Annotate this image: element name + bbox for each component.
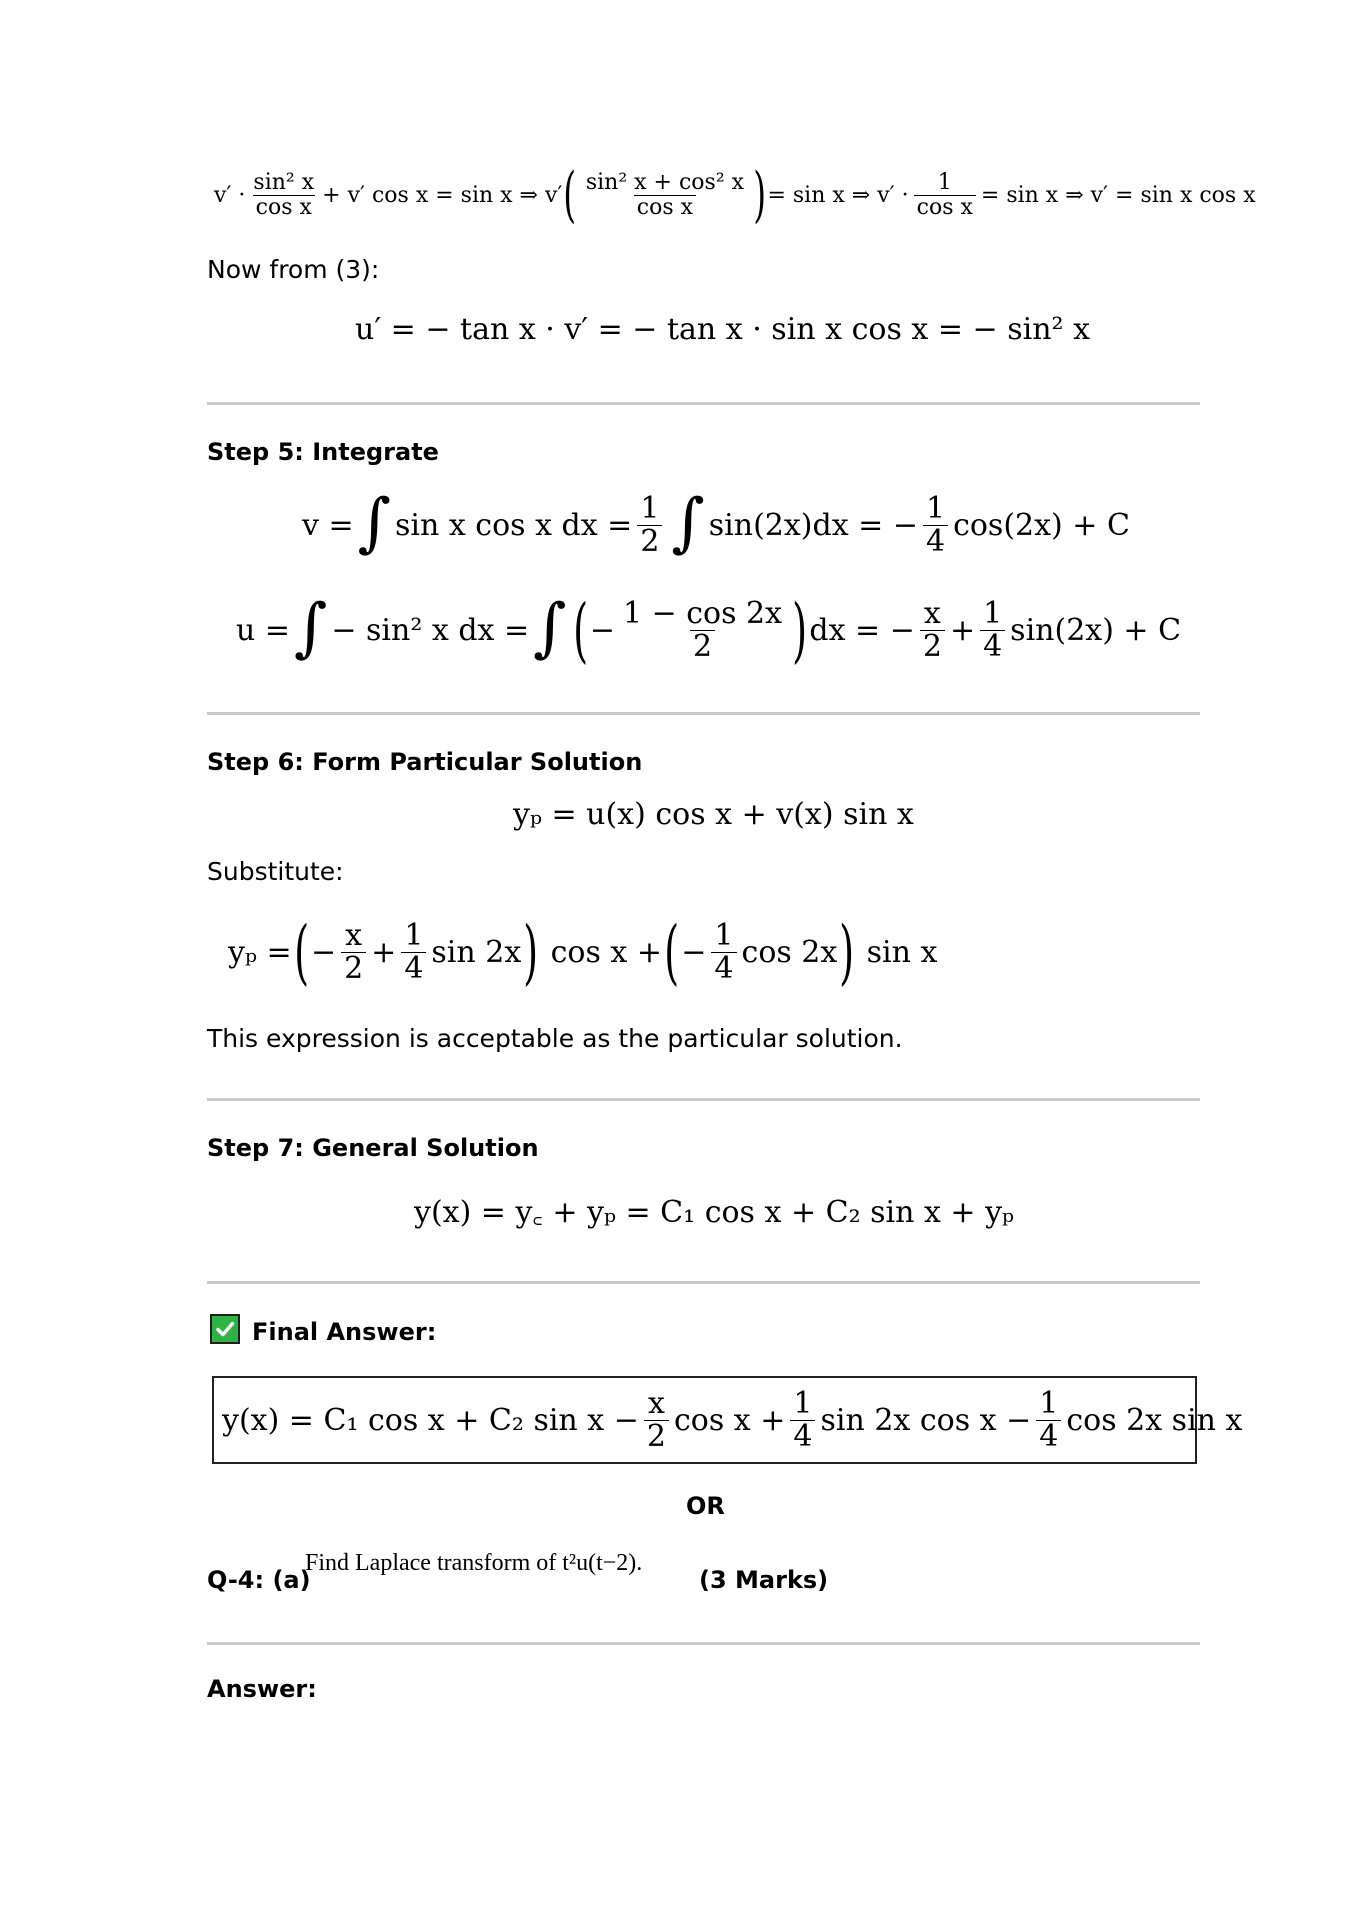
- u-integral-equation: u = ∫ − sin² x dx = ∫ ( − $\frac{1 - \cos 2x}{2}$ ) dx = − $\frac{x}{2}$ + $\frac{1}{4}$ sin(2x) + C: [236, 589, 1182, 671]
- fraction: $\frac{1}{4}$: [790, 1388, 815, 1452]
- fraction: $\frac{1}{\text{cos x}}$: [914, 171, 976, 218]
- fraction: $\frac{x}{2}$: [920, 598, 945, 662]
- step7-heading: Step 7: General Solution: [207, 1134, 539, 1162]
- fraction: $\frac{1}{2}$: [637, 493, 662, 557]
- general-solution-equation: y(x) = y꜀ + yₚ = C₁ cos x + C₂ sin x + yₚ: [414, 1195, 1015, 1230]
- integral-sign: ∫: [533, 591, 567, 665]
- check-icon: [210, 1314, 240, 1344]
- substitute-text: Substitute:: [207, 857, 344, 886]
- question-marks: (3 Marks): [699, 1566, 829, 1594]
- particular-solution-note: This expression is acceptable as the particular solution.: [207, 1024, 903, 1053]
- u-prime-equation: u′ = − tan x · v′ = − tan x · sin x cos x = − sin² x: [355, 312, 1090, 347]
- intro-eq-part-3: = sin x ⇒ v′ ·: [767, 182, 909, 208]
- divider: [207, 1281, 1200, 1284]
- fraction: $\frac{x}{2}$: [341, 920, 366, 984]
- yp-equation: yₚ = u(x) cos x + v(x) sin x: [513, 797, 914, 832]
- answer-label: Answer:: [207, 1675, 317, 1703]
- fraction: $\frac{1}{4}$: [711, 920, 736, 984]
- integral-sign: ∫: [294, 591, 328, 665]
- integral-sign: ∫: [357, 486, 391, 560]
- fraction: $\frac{1 - \cos 2x}{2}$: [622, 596, 783, 664]
- v-integral-equation: v = ∫ sin x cos x dx = $\frac{1}{2}$ ∫ sin(2x)dx = − $\frac{1}{4}$ cos(2x) + C: [302, 486, 1130, 560]
- integral-sign: ∫: [671, 486, 705, 560]
- intro-eq-part-2: + v′ cos x = sin x ⇒ v′: [322, 182, 563, 208]
- divider: [207, 712, 1200, 715]
- step5-heading: Step 5: Integrate: [207, 438, 439, 466]
- divider: [207, 402, 1200, 405]
- intro-eq-part-1: v′ ·: [214, 182, 246, 208]
- fraction: $\frac{1}{4}$: [401, 920, 426, 984]
- fraction: $\frac{1}{4}$: [980, 598, 1005, 662]
- substituted-equation: yₚ = ( − $\frac{x}{2}$ + $\frac{1}{4}$ sin 2x ) cos x + ( − $\frac{1}{4}$ cos 2x ) sin x: [228, 911, 938, 993]
- question-text: Find Laplace transform of t²u(t−2).: [305, 1550, 643, 1576]
- intro-eq-part-4: = sin x ⇒ v′ = sin x cos x: [980, 182, 1256, 208]
- fraction: sin² x cos x: [253, 170, 315, 220]
- final-answer-heading: Final Answer:: [252, 1318, 437, 1346]
- intro-equation: v′ · sin² x cos x + v′ cos x = sin x ⇒ v′ ( sin² x + cos² x cos x ) = sin x ⇒ v′ · $\frac{1}{\text{cos x}}$ = sin x ⇒ v′ = sin x cos x: [214, 160, 1256, 230]
- step6-heading: Step 6: Form Particular Solution: [207, 748, 643, 776]
- now-from-text: Now from (3):: [207, 255, 380, 284]
- fraction: $\frac{1}{4}$: [923, 493, 948, 557]
- fraction: $\frac{x}{2}$: [644, 1388, 669, 1452]
- divider: [207, 1642, 1200, 1645]
- divider: [207, 1098, 1200, 1101]
- question-label: Q-4: (a): [207, 1566, 311, 1594]
- final-answer-equation: y(x) = C₁ cos x + C₂ sin x − $\frac{x}{2}$ cos x + $\frac{1}{4}$ sin 2x cos x − $\frac{1}{4}$ cos 2x sin x: [222, 1386, 1243, 1454]
- fraction: sin² x + cos² x cos x: [585, 170, 745, 220]
- fraction: $\frac{1}{4}$: [1036, 1388, 1061, 1452]
- or-separator: OR: [686, 1492, 725, 1520]
